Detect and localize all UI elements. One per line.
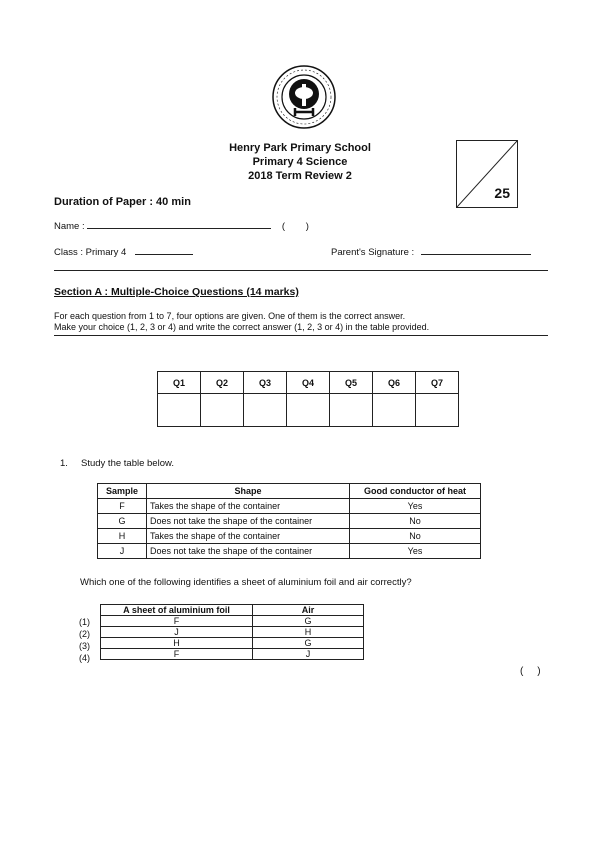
question-text: Study the table below. — [81, 458, 174, 469]
conductor-cell: No — [350, 529, 481, 544]
conductor-cell: Yes — [350, 499, 481, 514]
answer-header: Q6 — [373, 372, 416, 394]
answer-cell[interactable] — [416, 394, 459, 427]
shape-cell: Does not take the shape of the container — [147, 544, 350, 559]
instruction-line-1: For each question from 1 to 7, four options are given. One of them is the correct answer. — [54, 311, 406, 321]
option-foil: F — [101, 649, 253, 660]
class-blank[interactable] — [135, 254, 193, 255]
sample-cell: G — [98, 514, 147, 529]
school-name: Henry Park Primary School — [229, 142, 371, 154]
table-header: Good conductor of heat — [350, 484, 481, 499]
option-air: G — [253, 616, 364, 627]
score-box — [456, 140, 518, 208]
table-row — [98, 514, 481, 529]
table-row — [98, 529, 481, 544]
conductor-cell: Yes — [350, 544, 481, 559]
answer-cell[interactable] — [330, 394, 373, 427]
divider — [54, 335, 548, 336]
answer-cell[interactable] — [244, 394, 287, 427]
table-header: Shape — [147, 484, 350, 499]
paper-title: 2018 Term Review 2 — [248, 170, 352, 182]
answer-header: Q4 — [287, 372, 330, 394]
shape-cell: Takes the shape of the container — [147, 529, 350, 544]
class-field[interactable] — [54, 247, 193, 258]
option-row[interactable] — [101, 616, 364, 627]
parent-signature-field[interactable] — [331, 247, 531, 258]
table-row — [98, 544, 481, 559]
option-foil: F — [101, 616, 253, 627]
answer-cell[interactable] — [201, 394, 244, 427]
option-air: J — [253, 649, 364, 660]
options-header: A sheet of aluminium foil — [101, 605, 253, 616]
options-header: Air — [253, 605, 364, 616]
name-field[interactable] — [54, 221, 309, 232]
class-label: Class : Primary 4 — [54, 247, 127, 258]
question-number: 1. — [60, 458, 68, 469]
option-air: H — [253, 627, 364, 638]
conductor-cell: No — [350, 514, 481, 529]
score-total: 25 — [494, 185, 510, 201]
name-label: Name : — [54, 221, 85, 232]
answer-header: Q2 — [201, 372, 244, 394]
duration-label: Duration of Paper : 40 min — [54, 196, 191, 208]
answer-bracket[interactable]: ( ) — [520, 666, 541, 677]
question-1-stem — [60, 458, 174, 469]
level-subject: Primary 4 Science — [252, 156, 348, 168]
option-label: (2) — [79, 629, 90, 639]
answer-table — [157, 371, 459, 427]
option-row[interactable] — [101, 627, 364, 638]
school-crest-logo — [271, 64, 337, 130]
option-row[interactable] — [101, 649, 364, 660]
divider — [54, 270, 548, 271]
answer-header: Q5 — [330, 372, 373, 394]
option-label: (3) — [79, 641, 90, 651]
option-foil: J — [101, 627, 253, 638]
answer-header: Q7 — [416, 372, 459, 394]
option-air: G — [253, 638, 364, 649]
shape-cell: Does not take the shape of the container — [147, 514, 350, 529]
option-label: (4) — [79, 653, 90, 663]
answer-cell[interactable] — [373, 394, 416, 427]
answer-cell[interactable] — [287, 394, 330, 427]
index-bracket-close: ) — [305, 221, 309, 232]
section-title: Section A : Multiple-Choice Questions (14 marks) — [54, 286, 299, 298]
samples-table — [97, 483, 481, 559]
parent-signature-blank[interactable] — [421, 254, 531, 255]
name-blank[interactable] — [87, 228, 271, 229]
answer-header: Q1 — [158, 372, 201, 394]
sample-cell: J — [98, 544, 147, 559]
answer-cell[interactable] — [158, 394, 201, 427]
parent-signature-label: Parent's Signature : — [331, 247, 415, 258]
option-foil: H — [101, 638, 253, 649]
index-bracket-open: ( — [281, 221, 286, 232]
sample-cell: F — [98, 499, 147, 514]
shape-cell: Takes the shape of the container — [147, 499, 350, 514]
answer-header: Q3 — [244, 372, 287, 394]
table-row — [98, 499, 481, 514]
option-row[interactable] — [101, 638, 364, 649]
option-label: (1) — [79, 617, 90, 627]
question-1-prompt: Which one of the following identifies a sheet of aluminium foil and air correctly? — [80, 577, 412, 588]
options-table — [100, 604, 364, 660]
table-header: Sample — [98, 484, 147, 499]
sample-cell: H — [98, 529, 147, 544]
instruction-line-2: Make your choice (1, 2, 3 or 4) and write the correct answer (1, 2, 3 or 4) in the table provided. — [54, 322, 430, 332]
